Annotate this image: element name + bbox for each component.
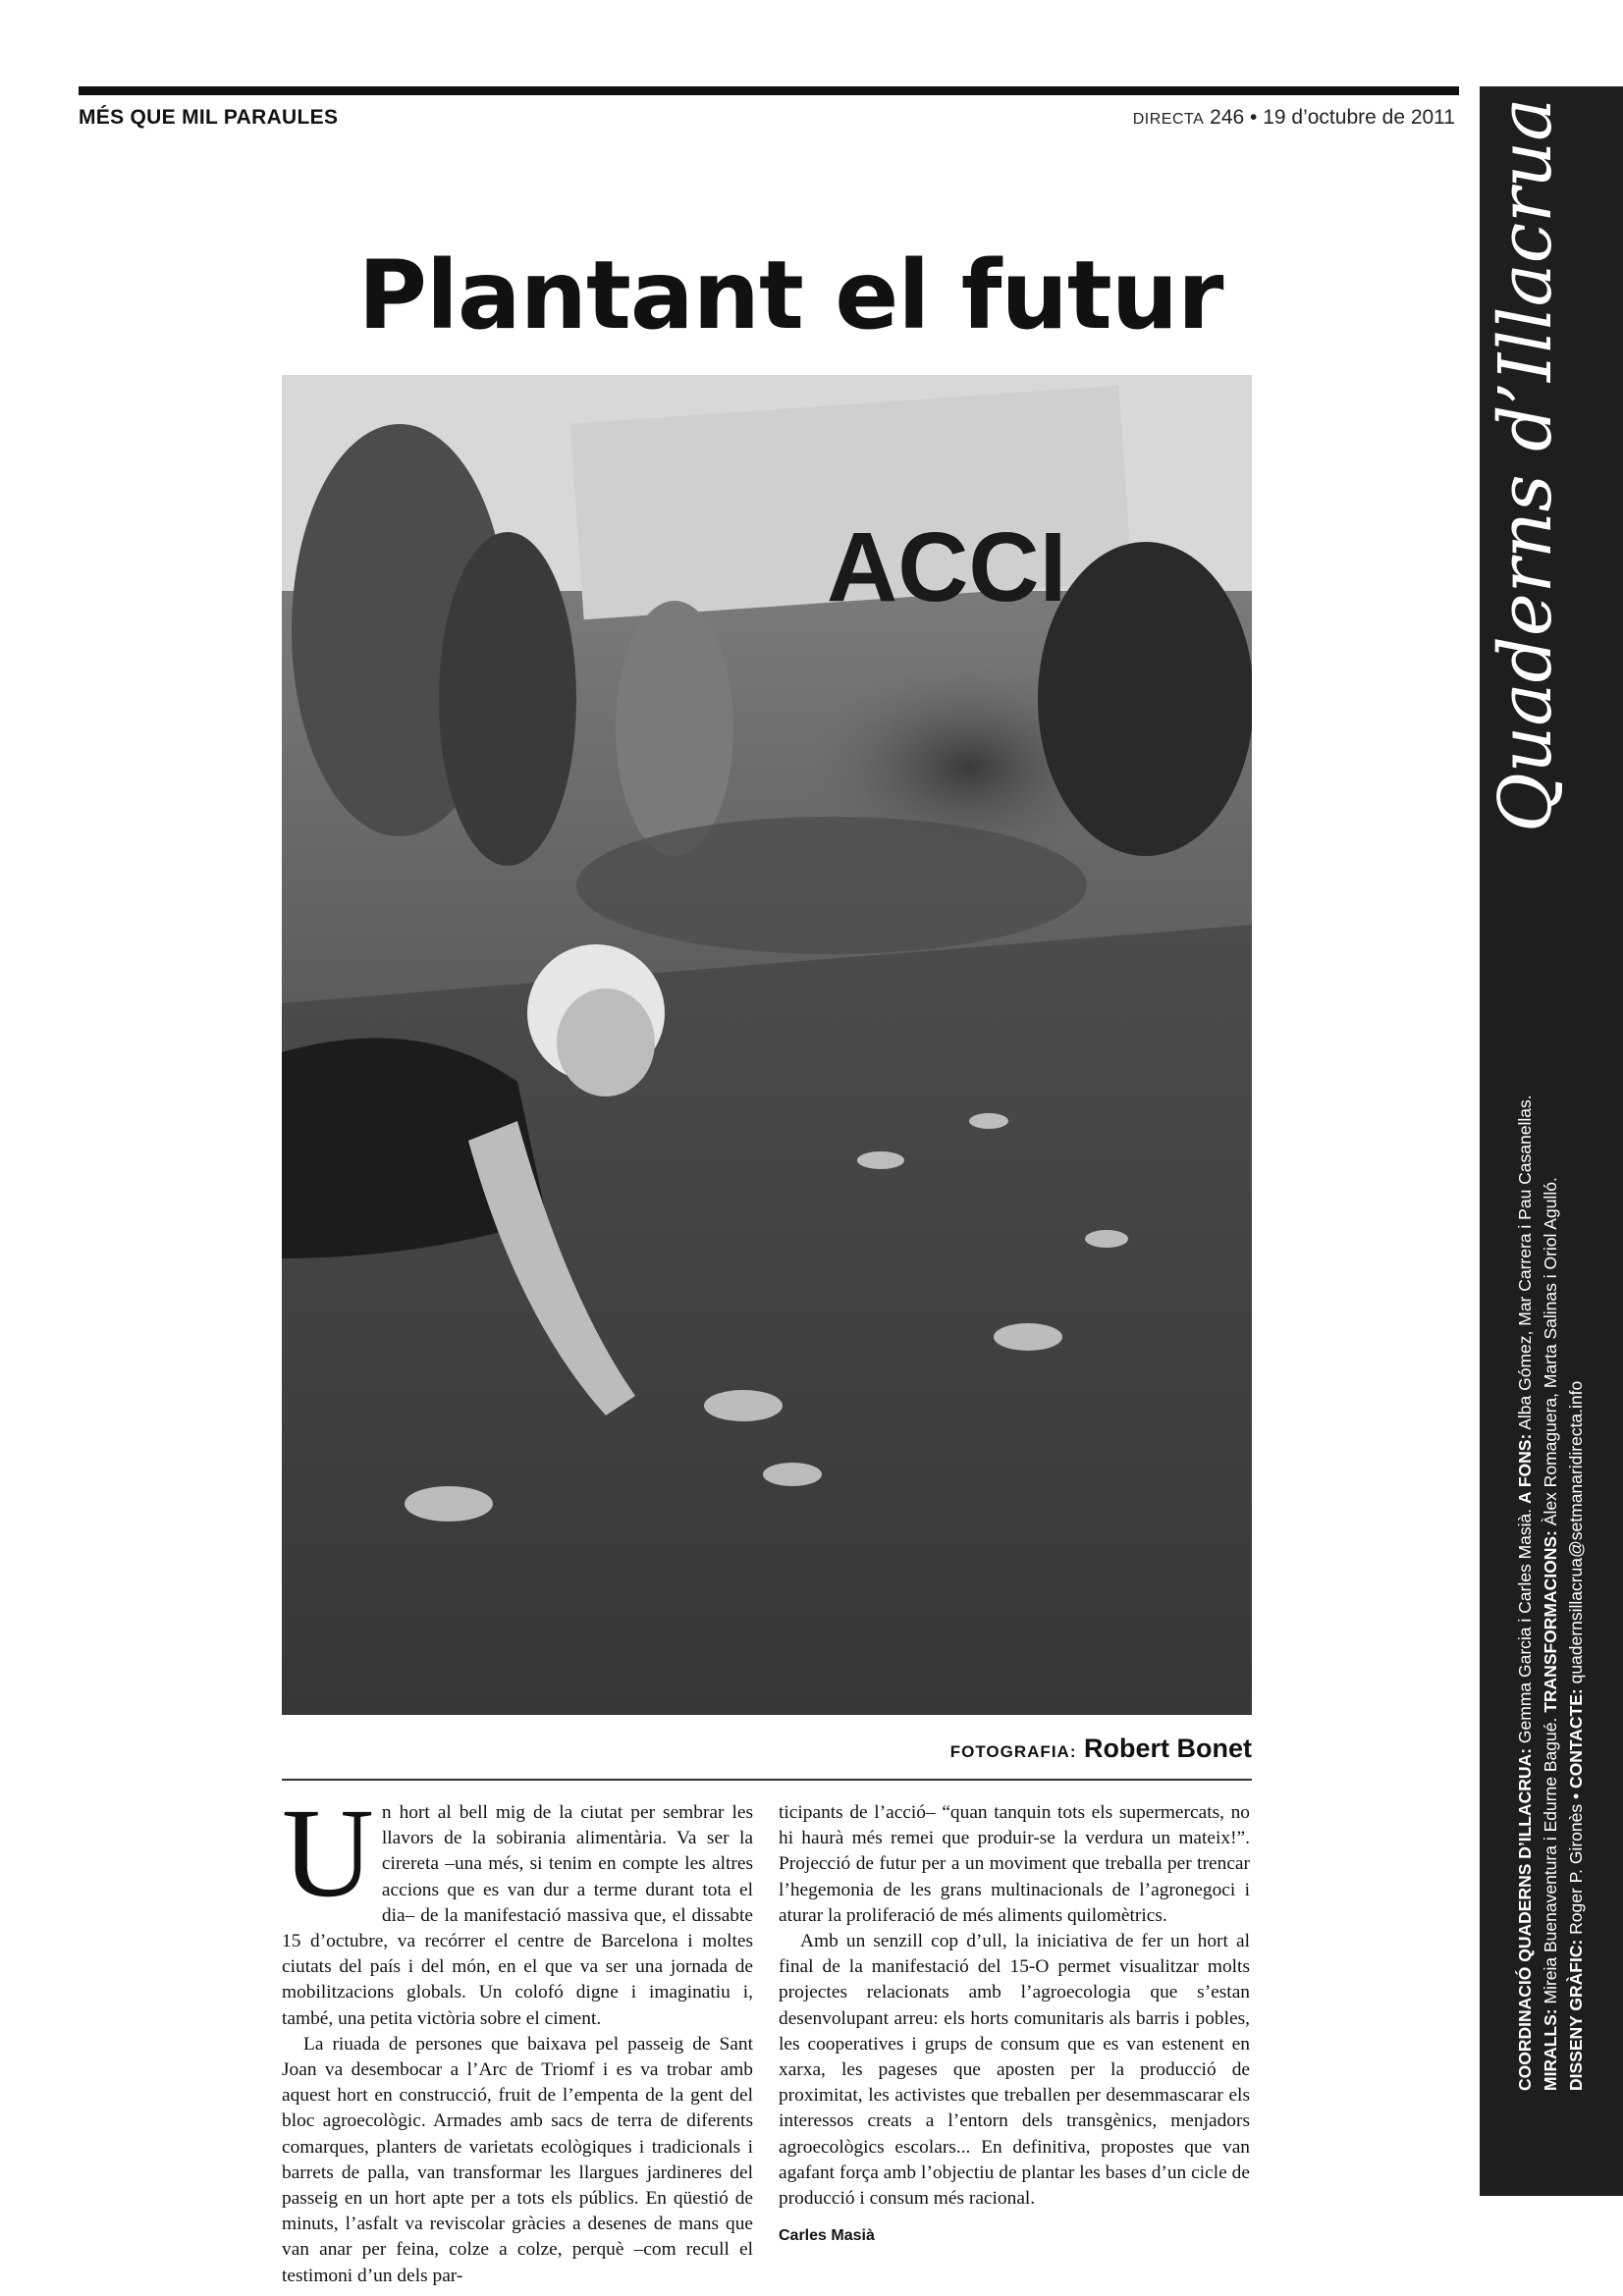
publication-name: DIRECTA bbox=[1132, 111, 1205, 128]
section-title: MÉS QUE MIL PARAULES bbox=[79, 106, 339, 129]
credit-text: Mireia Buenaventura i Edurne Bagué. bbox=[1541, 1717, 1560, 2004]
credit-label: TRANSFORMACIONS: bbox=[1541, 1530, 1560, 1713]
article-photo bbox=[282, 375, 1252, 1715]
drop-cap: U bbox=[282, 1783, 374, 1924]
credit-label: A FONS: bbox=[1515, 1433, 1535, 1504]
credits-line-3 bbox=[1563, 1060, 1589, 2091]
photo-illustration bbox=[282, 375, 1252, 1715]
banner-text: ACCI bbox=[827, 512, 1067, 622]
headline: Plantant el futur bbox=[357, 240, 1223, 350]
credits-line-1 bbox=[1512, 1060, 1538, 2091]
credits-block bbox=[1512, 1060, 1589, 2091]
paragraph bbox=[282, 1783, 753, 2032]
paragraph: La riuada de persones que baixava pel passeig de Sant Joan va desembocar a l’Arc de Triomf i es va trobar amb aquest hort en construcció, fruit de l’empenta de la gent del bloc agroecològic. Armades amb sacs de terra de diferents comarques, planters de varietats ecològiques i tradicionals i barrets de palla, van transformar les llargues jardineres del passeig en un hort apte per a tots els públics. En qüestió de minuts, l’asfalt va reviscolar gràcies a desenes de mans que van anar per feina, colze a colze, perquè –com recull el testimoni d’un dels par- bbox=[282, 2033, 753, 2286]
author-byline: Carles Masià bbox=[779, 2227, 875, 2245]
credit-text: Roger P. Gironès • bbox=[1566, 1792, 1586, 1935]
paragraph-text: n hort al bell mig de la ciutat per sembrar les llavors de la sobirania alimentària. Va ser la cirereta –una més, si tenim en compte les altres accions que es van dur a terme durant tota el dia– de la manifestació massiva que, el dissabte 15 d’octubre, va recórrer el centre de Barcelona i moltes ciutats del país i del món, en el que va ser una jornada de mobilitzacions globals. Un colofó digne i imaginatiu i, també, una petita victòria sobre el ciment. bbox=[282, 1802, 753, 2029]
caption-rule bbox=[282, 1779, 1252, 1781]
article-column-1 bbox=[282, 1783, 753, 2289]
credit-text: Alba Gómez, Mar Carrera i Pau Casanellas. bbox=[1515, 1095, 1535, 1430]
credit-text: Gemma Garcia i Carles Masià. bbox=[1515, 1508, 1535, 1744]
issue-number: 246 bbox=[1210, 106, 1245, 129]
paragraph: Amb un senzill cop d’ull, la iniciativa de fer un hort al final de la manifestació del 15-O permet visualitzar molts projectes relacionats amb l’agroecologia que s’estan desenvolupant arreu: els horts comunitaris als barris i pobles, les cooperatives i grups de consum que es van estenent en xarxa, les pageses que aposten per la producció de proximitat, les activistes que treballen per desemmascarar els interessos creats a l’entorn dels transgènics, menjadors agroecològics escolars... En definitiva, propostes que van agafant força amb l’objectiu de plantar les bases d’un cicle de producció i consum més racional. bbox=[779, 1931, 1250, 2210]
header-rule bbox=[79, 86, 1459, 95]
credit-label: COORDINACIÓ QUADERNS D’ILLACRUA: bbox=[1515, 1747, 1535, 2091]
credit-text: quadernsillacrua@setmanaridirecta.info bbox=[1566, 1380, 1586, 1684]
credit-label: CONTACTE: bbox=[1566, 1688, 1586, 1789]
issue-info bbox=[1133, 106, 1455, 130]
sidebar-title: Quaderns d’Illacrua bbox=[1484, 97, 1568, 832]
article-column-2 bbox=[779, 1800, 1250, 2249]
photo-credit bbox=[950, 1734, 1252, 1764]
credit-label: MIRALLS: bbox=[1541, 2008, 1560, 2091]
photographer-name: Robert Bonet bbox=[1084, 1734, 1252, 1763]
photo-credit-label: FOTOGRAFIA: bbox=[949, 1742, 1077, 1761]
credits-line-2 bbox=[1538, 1060, 1563, 2091]
issue-date: • 19 d’octubre de 2011 bbox=[1250, 106, 1455, 129]
paragraph: ticipants de l’acció– “quan tanquin tots els supermercats, no hi haurà més remei que produir-se la verdura un mateix!”. Projecció de futur per a un moviment que treballa per trencar l’hegemonia de les grans multinacionals de l’agronegoci i aturar la proliferació de més aliments quilomètrics. bbox=[779, 1802, 1250, 1926]
credit-text: Àlex Romaguera, Marta Salinas i Oriol Agulló. bbox=[1541, 1177, 1560, 1526]
credit-label: DISSENY GRÀFIC: bbox=[1566, 1939, 1586, 2091]
